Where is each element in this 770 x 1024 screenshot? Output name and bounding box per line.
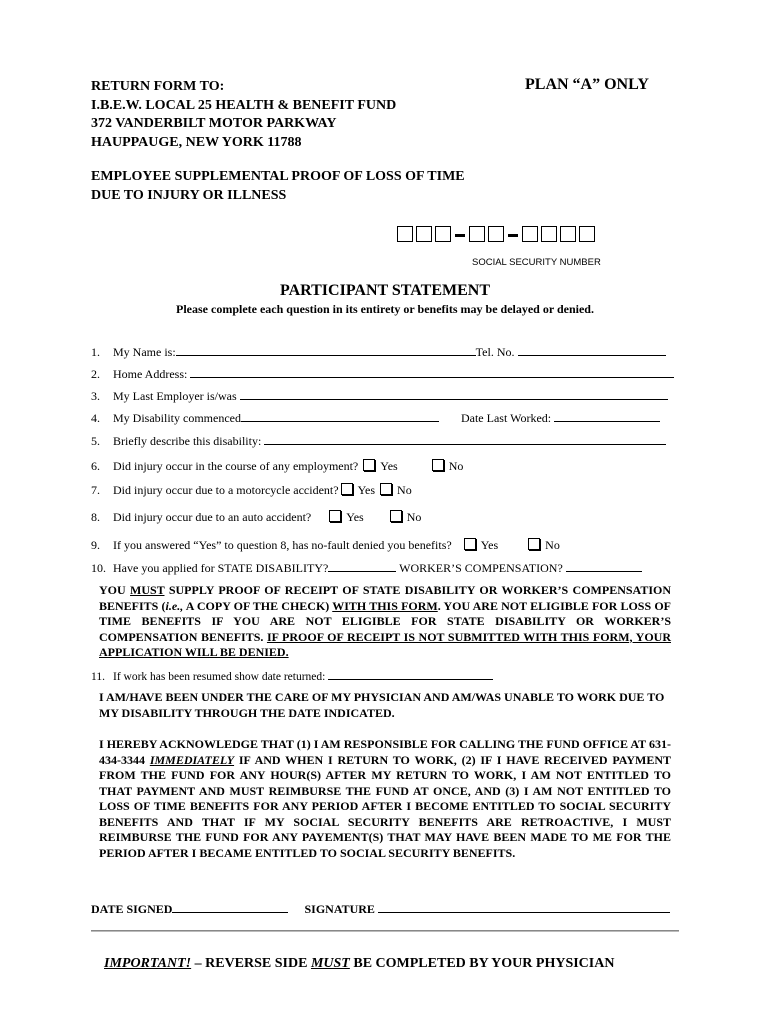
question-number: 10. bbox=[91, 561, 106, 575]
footer-must: MUST bbox=[310, 956, 350, 971]
footer-text: – REVERSE SIDE bbox=[191, 956, 311, 971]
question-7 bbox=[91, 483, 412, 498]
question-11 bbox=[91, 667, 493, 683]
ssn-digit-box[interactable] bbox=[416, 226, 432, 242]
question-number: 7. bbox=[91, 483, 100, 497]
acknowledgement-text: IF AND WHEN I RETURN TO WORK, (2) IF I HAVE RECEIVED PAYMENT FROM THE FUND FOR ANY HOUR(S) AFTER MY RETURN TO WORK, I AM NOT ENTITLED TO THAT PAYMENT AND MUST REIMBURSE THE FUND AT ONCE, AND (3) I AM NOT ENTITLED TO LOSS OF TIME BENEFITS FOR ANY PERIOD AFTER I BECOME ENTITLED TO SOCIAL SECURITY BENEFITS AND THAT IF MY SOCIAL SECURITY BENEFITS ARE RETROACTIVE, I MUST REIMBURSE THE FUND FOR ANY PAYEMENT(S) THAT MAY HAVE BEEN MADE TO ME FOR THE PERIOD AFTER I BECAME ENTITLED TO SOCIAL SECURITY BENEFITS. bbox=[99, 752, 671, 860]
yes-label: Yes bbox=[357, 483, 376, 497]
no-label: No bbox=[406, 510, 422, 524]
address-field[interactable] bbox=[190, 365, 674, 378]
footer-text: BE COMPLETED BY YOUR PHYSICIAN bbox=[349, 956, 615, 971]
signature-label: SIGNATURE bbox=[304, 902, 375, 916]
yes-checkbox[interactable] bbox=[464, 538, 476, 550]
form-title-line2: DUE TO INJURY OR ILLNESS bbox=[91, 188, 287, 203]
yes-label: Yes bbox=[346, 510, 364, 524]
question-3 bbox=[91, 387, 668, 404]
proof-notice bbox=[99, 583, 671, 661]
date-last-worked-label: Date Last Worked: bbox=[460, 411, 552, 425]
care-statement: I AM/HAVE BEEN UNDER THE CARE OF MY PHYSICIAN AND AM/WAS UNABLE TO WORK DUE TO MY DISABILITY THROUGH THE DATE INDICATED. bbox=[99, 690, 665, 720]
question-label: If you answered “Yes” to question 8, has no-fault denied you benefits? bbox=[113, 538, 452, 552]
no-label: No bbox=[545, 538, 560, 552]
question-number: 3. bbox=[91, 389, 100, 403]
question-label: My Name is: bbox=[113, 345, 176, 359]
statement-subtitle: Please complete each question in its entirety or benefits may be delayed or denied. bbox=[176, 302, 594, 316]
question-number: 9. bbox=[91, 538, 100, 552]
question-label: If work has been resumed show date returned: bbox=[113, 671, 326, 683]
question-label: Briefly describe this disability: bbox=[113, 434, 262, 448]
ssn-digit-box[interactable] bbox=[488, 226, 504, 242]
state-disability-field[interactable] bbox=[328, 559, 396, 572]
ssn-digit-box[interactable] bbox=[522, 226, 538, 242]
question-number: 5. bbox=[91, 434, 100, 448]
yes-label: Yes bbox=[480, 538, 499, 552]
street-address: 372 VANDERBILT MOTOR PARKWAY bbox=[91, 116, 337, 131]
notice-text: . YOU ARE NOT ELIGIBLE FOR LOSS OF TIME BENEFITS IF YOU ARE NOT ELIGIBLE FOR STATE DISABILITY OR WORKER’S COMPENSATION BENEFITS. bbox=[99, 598, 671, 644]
city-address: HAUPPAUGE, NEW YORK 11788 bbox=[91, 134, 302, 150]
no-checkbox[interactable] bbox=[528, 538, 540, 550]
immediately-text: IMMEDIATELY bbox=[149, 752, 235, 767]
no-checkbox[interactable] bbox=[390, 510, 402, 522]
notice-must: MUST bbox=[130, 583, 165, 597]
notice-text: A COPY OF THE CHECK) bbox=[183, 598, 333, 613]
question-label: Did injury occur due to a motorcycle accident? bbox=[113, 483, 339, 497]
employer-field[interactable] bbox=[240, 387, 668, 400]
ssn-digit-box[interactable] bbox=[560, 226, 576, 242]
question-8 bbox=[91, 510, 421, 525]
question-label: My Disability commenced bbox=[113, 411, 241, 425]
question-6 bbox=[91, 459, 463, 474]
workers-comp-field[interactable] bbox=[566, 559, 642, 572]
question-label: Have you applied for STATE DISABILITY? bbox=[113, 561, 329, 575]
no-label: No bbox=[397, 483, 412, 497]
question-label: Did injury occur in the course of any employment? bbox=[113, 459, 359, 473]
fund-name: I.B.E.W. LOCAL 25 HEALTH & BENEFIT FUND bbox=[91, 97, 397, 113]
question-label: Did injury occur due to an auto accident? bbox=[113, 510, 312, 524]
ssn-digit-box[interactable] bbox=[541, 226, 557, 242]
ssn-label: SOCIAL SECURITY NUMBER bbox=[472, 257, 601, 268]
tel-field[interactable] bbox=[518, 343, 666, 356]
question-number: 4. bbox=[91, 411, 100, 425]
return-label: RETURN FORM TO: bbox=[91, 79, 225, 94]
tel-label: Tel. No. bbox=[475, 345, 515, 359]
notice-ie: i.e., bbox=[165, 598, 184, 613]
notice-text: SUPPLY PROOF OF RECEIPT OF STATE DISABILITY OR WORKER’S COMPENSATION BENEFITS ( bbox=[99, 583, 671, 613]
date-signed-label: DATE SIGNED bbox=[91, 902, 173, 916]
question-label: Home Address: bbox=[113, 367, 188, 381]
acknowledgement bbox=[99, 737, 671, 861]
question-5 bbox=[91, 432, 666, 449]
question-9 bbox=[91, 538, 560, 553]
name-field[interactable] bbox=[176, 343, 476, 356]
important-text: IMPORTANT! bbox=[104, 956, 192, 971]
question-number: 11. bbox=[91, 671, 105, 683]
yes-label: Yes bbox=[380, 459, 398, 473]
ssn-dash bbox=[455, 234, 465, 237]
footer-important bbox=[104, 956, 614, 972]
question-1 bbox=[91, 343, 666, 360]
ssn-digit-box[interactable] bbox=[397, 226, 413, 242]
disability-commenced-field[interactable] bbox=[241, 409, 439, 422]
question-2 bbox=[91, 365, 674, 382]
question-label: My Last Employer is/was bbox=[113, 389, 237, 403]
divider bbox=[91, 930, 679, 932]
question-10 bbox=[91, 559, 642, 576]
date-returned-field[interactable] bbox=[328, 667, 493, 680]
no-label: No bbox=[448, 459, 464, 473]
question-number: 8. bbox=[91, 510, 100, 524]
no-checkbox[interactable] bbox=[380, 483, 392, 495]
ssn-dash bbox=[508, 234, 518, 237]
ssn-digit-box[interactable] bbox=[469, 226, 485, 242]
plan-label: PLAN “A” ONLY bbox=[525, 76, 649, 93]
date-last-worked-field[interactable] bbox=[554, 409, 660, 422]
yes-checkbox[interactable] bbox=[341, 483, 353, 495]
signature-field[interactable] bbox=[378, 900, 670, 913]
disability-description-field[interactable] bbox=[264, 432, 666, 445]
date-signed-field[interactable] bbox=[172, 900, 288, 913]
yes-checkbox[interactable] bbox=[329, 510, 341, 522]
question-number: 2. bbox=[91, 367, 100, 381]
form-title-line1: EMPLOYEE SUPPLEMENTAL PROOF OF LOSS OF TIME bbox=[91, 169, 465, 184]
statement-title: PARTICIPANT STATEMENT bbox=[280, 282, 490, 299]
question-number: 6. bbox=[91, 459, 100, 473]
signature-row bbox=[91, 900, 670, 917]
return-address bbox=[91, 78, 396, 152]
question-4 bbox=[91, 409, 660, 426]
ssn-digit-box[interactable] bbox=[435, 226, 451, 242]
notice-with-form: WITH THIS FORM bbox=[332, 598, 438, 613]
ssn-field[interactable] bbox=[397, 226, 598, 247]
question-number: 1. bbox=[91, 345, 100, 359]
acknowledgement-text: I HEREBY ACKNOWLEDGE THAT (1) I AM RESPONSIBLE FOR CALLING THE FUND OFFICE AT 631-434-3344 bbox=[99, 737, 671, 767]
ssn-digit-box[interactable] bbox=[579, 226, 595, 242]
workers-comp-label: WORKER’S COMPENSATION? bbox=[399, 561, 563, 575]
notice-denied: IF PROOF OF RECEIPT IS NOT SUBMITTED WITH THIS FORM, YOUR APPLICATION WILL BE DENIED. bbox=[99, 629, 671, 659]
notice-text: YOU bbox=[99, 583, 131, 597]
no-checkbox[interactable] bbox=[432, 459, 444, 471]
yes-checkbox[interactable] bbox=[363, 459, 375, 471]
form-title bbox=[91, 167, 465, 205]
